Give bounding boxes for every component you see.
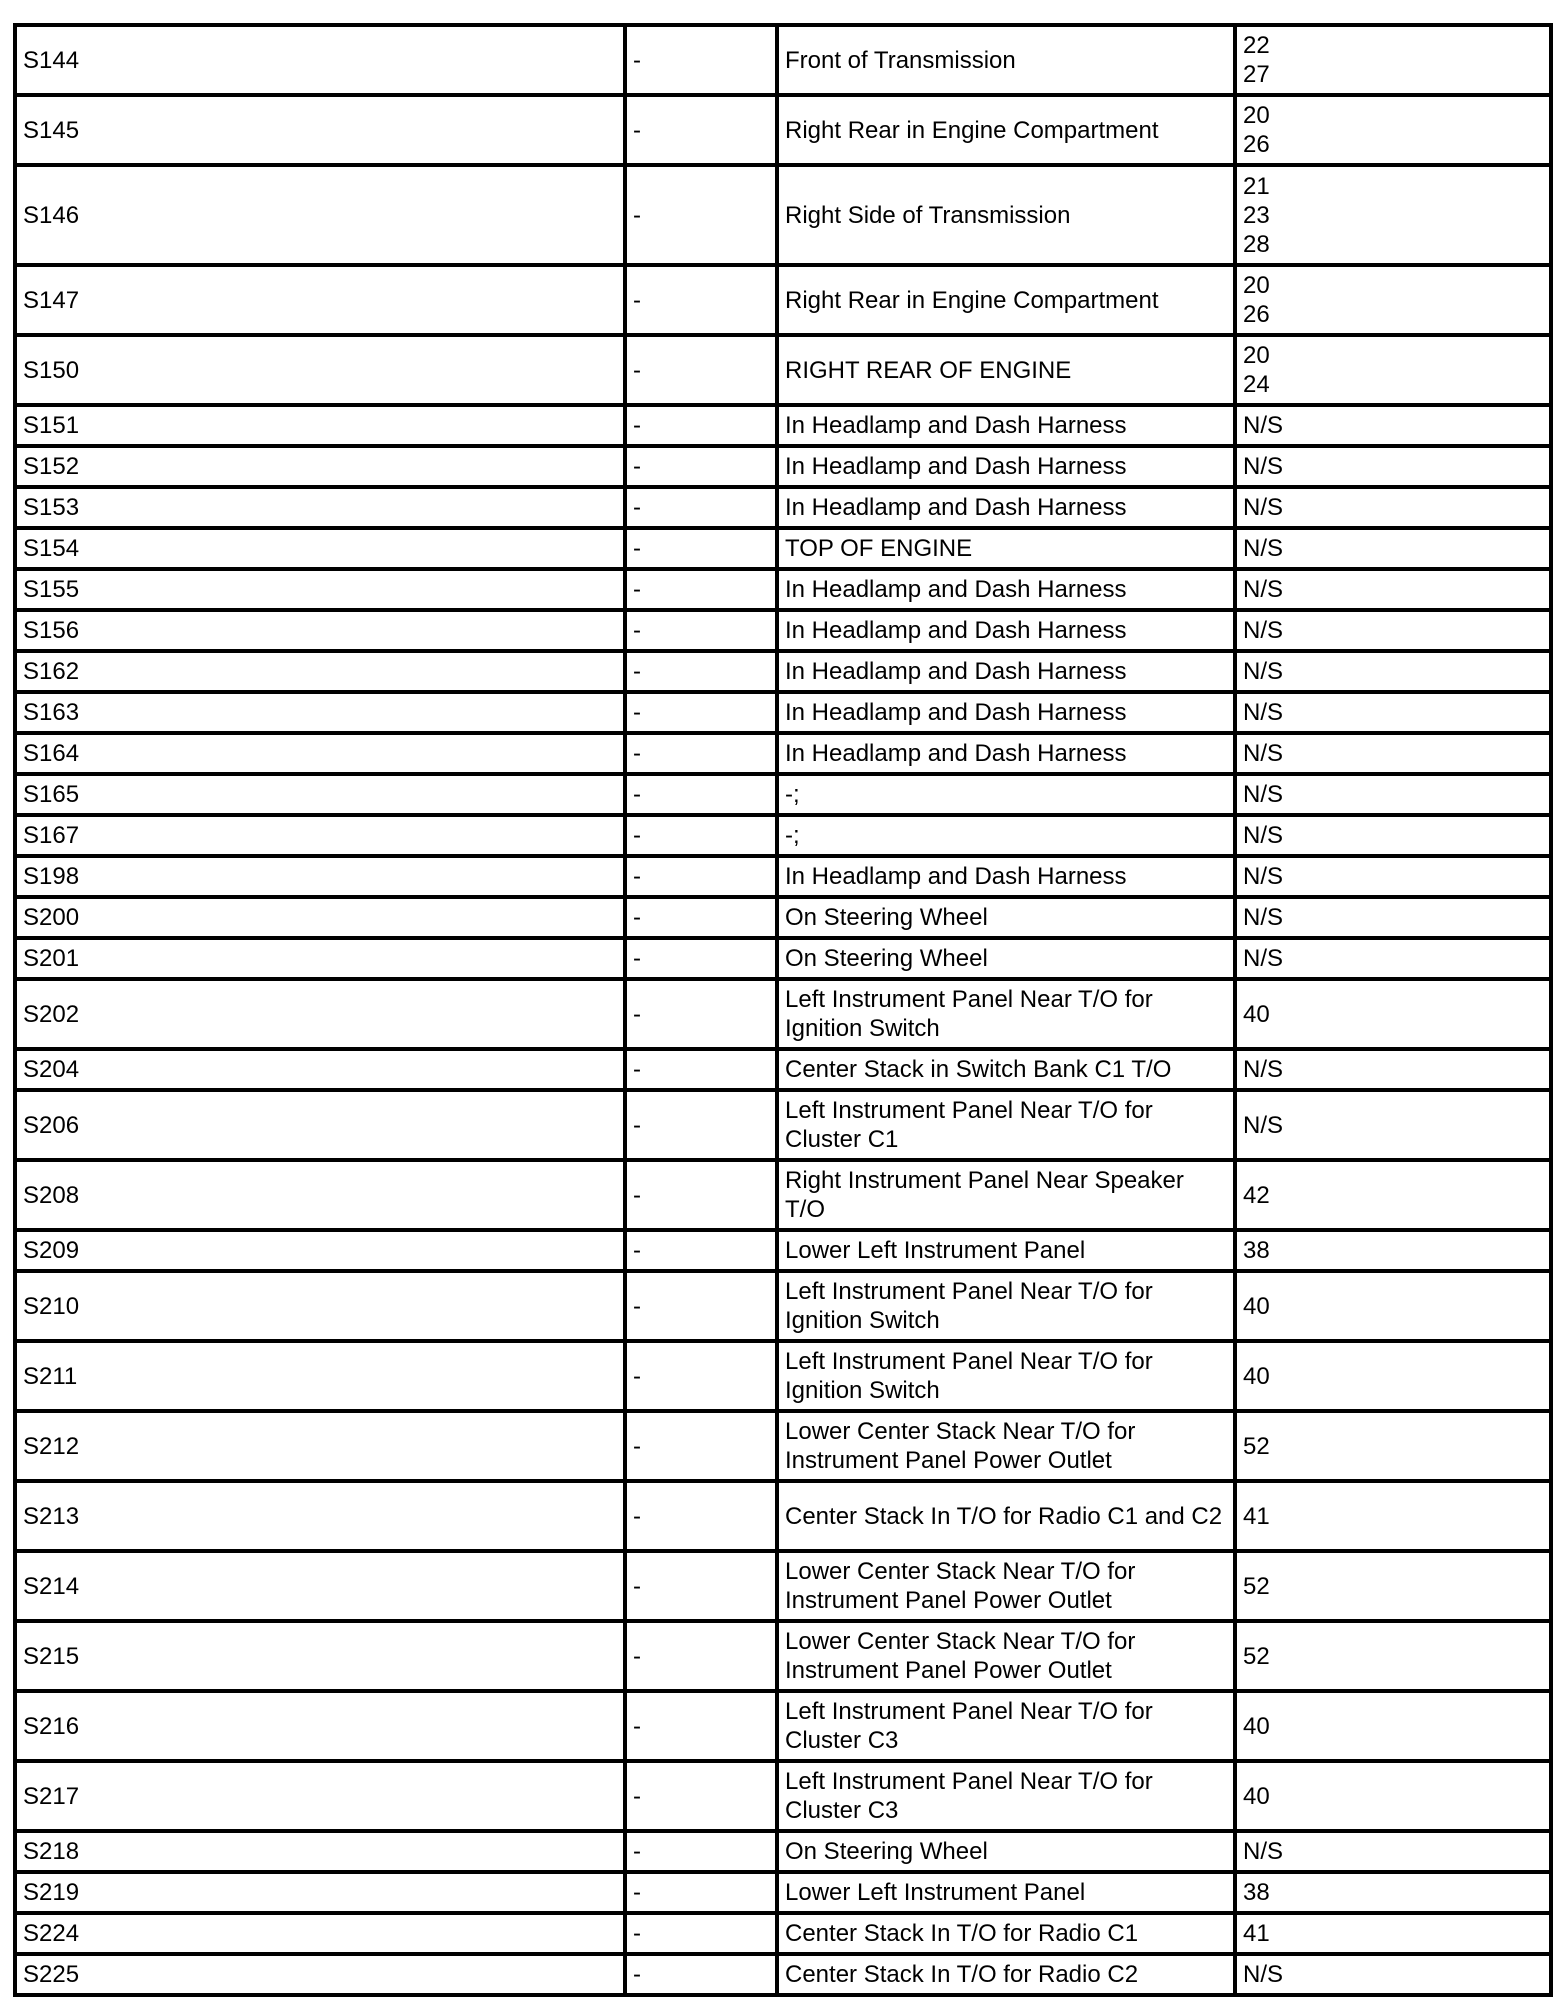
page-ref: N/S [1243, 494, 1284, 521]
page-ref: 23 [1243, 201, 1270, 229]
dash-cell: - [625, 979, 777, 1049]
location-cell: In Headlamp and Dash Harness [777, 405, 1235, 446]
dash-cell: - [625, 856, 777, 897]
dash-cell: - [625, 1872, 777, 1913]
location-cell: In Headlamp and Dash Harness [777, 446, 1235, 487]
page-ref: 52 [1243, 1642, 1270, 1670]
page-ref-cell [1235, 569, 1551, 610]
page-ref: 20 [1243, 102, 1270, 129]
page-ref-cell [1235, 405, 1551, 446]
splice-id-cell: S147 [15, 265, 625, 335]
page-ref: 26 [1243, 131, 1270, 158]
table-body [15, 25, 1551, 1995]
page-ref: 40 [1243, 1712, 1270, 1740]
table-row [15, 856, 1551, 897]
page-ref-cell [1235, 1872, 1551, 1913]
splice-id-cell: S219 [15, 1872, 625, 1913]
dash-cell: - [625, 815, 777, 856]
splice-id-cell: S152 [15, 446, 625, 487]
table-row [15, 1954, 1551, 1995]
dash-cell: - [625, 1831, 777, 1872]
location-cell: In Headlamp and Dash Harness [777, 856, 1235, 897]
splice-id-cell: S213 [15, 1481, 625, 1551]
page-ref: N/S [1243, 699, 1284, 726]
dash-cell: - [625, 938, 777, 979]
page-ref-cell [1235, 1271, 1551, 1341]
table-row [15, 569, 1551, 610]
page-ref: N/S [1243, 1111, 1284, 1139]
location-cell: Center Stack in Switch Bank C1 T/O [777, 1049, 1235, 1090]
page-ref-cell [1235, 1913, 1551, 1954]
splice-id-cell: S155 [15, 569, 625, 610]
location-cell: Lower Left Instrument Panel [777, 1230, 1235, 1271]
page-ref-cell [1235, 1551, 1551, 1621]
page-ref: N/S [1243, 535, 1284, 562]
page-ref-cell [1235, 1341, 1551, 1411]
splice-id-cell: S156 [15, 610, 625, 651]
splice-id-cell: S201 [15, 938, 625, 979]
page-ref: 22 [1243, 32, 1270, 59]
page-ref-cell [1235, 1049, 1551, 1090]
dash-cell: - [625, 265, 777, 335]
location-cell: Lower Center Stack Near T/O for Instrument Panel Power Outlet [777, 1411, 1235, 1481]
table-row [15, 335, 1551, 405]
page-ref: N/S [1243, 822, 1284, 849]
location-cell: Center Stack In T/O for Radio C1 and C2 [777, 1481, 1235, 1551]
page-ref: 52 [1243, 1432, 1270, 1460]
splice-id-cell: S146 [15, 165, 625, 265]
table-row [15, 165, 1551, 265]
table-row [15, 1271, 1551, 1341]
splice-id-cell: S211 [15, 1341, 625, 1411]
page-ref-cell [1235, 610, 1551, 651]
page-ref: N/S [1243, 781, 1284, 808]
location-cell: Front of Transmission [777, 25, 1235, 95]
table-row [15, 651, 1551, 692]
dash-cell: - [625, 774, 777, 815]
table-row [15, 815, 1551, 856]
dash-cell: - [625, 610, 777, 651]
page-ref: 26 [1243, 301, 1270, 328]
splice-id-cell: S162 [15, 651, 625, 692]
page-ref: 27 [1243, 61, 1270, 88]
table-row [15, 692, 1551, 733]
location-cell: In Headlamp and Dash Harness [777, 569, 1235, 610]
page-ref: N/S [1243, 1961, 1284, 1988]
page-ref: N/S [1243, 904, 1284, 931]
table-row [15, 897, 1551, 938]
page-ref-cell [1235, 1411, 1551, 1481]
page-ref-cell [1235, 165, 1551, 265]
dash-cell: - [625, 165, 777, 265]
page-ref: 41 [1243, 1920, 1270, 1947]
splice-id-cell: S212 [15, 1411, 625, 1481]
table-row [15, 733, 1551, 774]
page-ref: 38 [1243, 1237, 1270, 1264]
splice-id-cell: S202 [15, 979, 625, 1049]
page-ref: 20 [1243, 342, 1270, 369]
dash-cell: - [625, 1551, 777, 1621]
splice-id-cell: S209 [15, 1230, 625, 1271]
table-row [15, 487, 1551, 528]
table-row [15, 1761, 1551, 1831]
page-ref-cell [1235, 1761, 1551, 1831]
location-cell: Lower Center Stack Near T/O for Instrument Panel Power Outlet [777, 1551, 1235, 1621]
splice-id-cell: S206 [15, 1090, 625, 1160]
page-ref-cell [1235, 487, 1551, 528]
table-row [15, 405, 1551, 446]
table-row [15, 979, 1551, 1049]
table-row [15, 1341, 1551, 1411]
table-row [15, 1049, 1551, 1090]
page-ref: 40 [1243, 1362, 1270, 1390]
location-cell: TOP OF ENGINE [777, 528, 1235, 569]
dash-cell: - [625, 733, 777, 774]
location-cell: On Steering Wheel [777, 938, 1235, 979]
page-ref-cell [1235, 265, 1551, 335]
table-row [15, 528, 1551, 569]
page-ref: N/S [1243, 1838, 1284, 1865]
dash-cell: - [625, 528, 777, 569]
page-ref-cell [1235, 938, 1551, 979]
table-row [15, 1691, 1551, 1761]
page-ref: 52 [1243, 1572, 1270, 1600]
location-cell: On Steering Wheel [777, 897, 1235, 938]
location-cell: Left Instrument Panel Near T/O for Ignition Switch [777, 1271, 1235, 1341]
splice-id-cell: S163 [15, 692, 625, 733]
location-cell: In Headlamp and Dash Harness [777, 610, 1235, 651]
page-ref-cell [1235, 1954, 1551, 1995]
page-ref-cell [1235, 446, 1551, 487]
page-ref-cell [1235, 95, 1551, 165]
page-ref-cell [1235, 651, 1551, 692]
table-row [15, 25, 1551, 95]
splice-id-cell: S165 [15, 774, 625, 815]
splice-id-cell: S150 [15, 335, 625, 405]
table-row [15, 1621, 1551, 1691]
page-ref: 21 [1243, 172, 1270, 200]
dash-cell: - [625, 335, 777, 405]
page-ref: 40 [1243, 1000, 1270, 1028]
location-cell: Lower Left Instrument Panel [777, 1872, 1235, 1913]
table-row [15, 1090, 1551, 1160]
table-row [15, 265, 1551, 335]
table-row [15, 1230, 1551, 1271]
location-cell: Left Instrument Panel Near T/O for Ignition Switch [777, 1341, 1235, 1411]
page-ref-cell [1235, 1090, 1551, 1160]
table-row [15, 1481, 1551, 1551]
splice-id-cell: S210 [15, 1271, 625, 1341]
table-row [15, 1831, 1551, 1872]
page-ref-cell [1235, 335, 1551, 405]
page-ref-cell [1235, 1621, 1551, 1691]
dash-cell: - [625, 1341, 777, 1411]
location-cell: Left Instrument Panel Near T/O for Ignition Switch [777, 979, 1235, 1049]
dash-cell: - [625, 569, 777, 610]
dash-cell: - [625, 1271, 777, 1341]
splice-id-cell: S151 [15, 405, 625, 446]
page-ref: N/S [1243, 740, 1284, 767]
page-ref: N/S [1243, 617, 1284, 644]
splice-id-cell: S164 [15, 733, 625, 774]
splice-id-cell: S215 [15, 1621, 625, 1691]
table-row [15, 938, 1551, 979]
splice-id-cell: S145 [15, 95, 625, 165]
page-ref-cell [1235, 856, 1551, 897]
dash-cell: - [625, 897, 777, 938]
page-ref: N/S [1243, 576, 1284, 603]
page-ref-cell [1235, 1481, 1551, 1551]
splice-id-cell: S200 [15, 897, 625, 938]
dash-cell: - [625, 1913, 777, 1954]
dash-cell: - [625, 95, 777, 165]
page-ref: N/S [1243, 945, 1284, 972]
table-row [15, 610, 1551, 651]
page-ref: N/S [1243, 658, 1284, 685]
page-ref-cell [1235, 979, 1551, 1049]
dash-cell: - [625, 1411, 777, 1481]
location-cell: In Headlamp and Dash Harness [777, 692, 1235, 733]
page-ref-cell [1235, 774, 1551, 815]
splice-id-cell: S214 [15, 1551, 625, 1621]
table-row [15, 1913, 1551, 1954]
dash-cell: - [625, 1481, 777, 1551]
page-ref-cell [1235, 815, 1551, 856]
page-ref-cell [1235, 1160, 1551, 1230]
dash-cell: - [625, 25, 777, 95]
splice-id-cell: S208 [15, 1160, 625, 1230]
location-cell: Right Rear in Engine Compartment [777, 95, 1235, 165]
dash-cell: - [625, 1621, 777, 1691]
location-cell: Left Instrument Panel Near T/O for Cluster C3 [777, 1761, 1235, 1831]
table-row [15, 1160, 1551, 1230]
splice-id-cell: S225 [15, 1954, 625, 1995]
dash-cell: - [625, 1691, 777, 1761]
dash-cell: - [625, 1230, 777, 1271]
page-ref: N/S [1243, 412, 1284, 439]
page-ref: 40 [1243, 1782, 1270, 1810]
page-ref: 42 [1243, 1181, 1270, 1209]
splice-id-cell: S153 [15, 487, 625, 528]
location-cell: Left Instrument Panel Near T/O for Cluster C3 [777, 1691, 1235, 1761]
splice-id-cell: S224 [15, 1913, 625, 1954]
splice-id-cell: S204 [15, 1049, 625, 1090]
page-ref-cell [1235, 733, 1551, 774]
dash-cell: - [625, 651, 777, 692]
page-ref: N/S [1243, 1056, 1284, 1083]
splice-id-cell: S144 [15, 25, 625, 95]
page-ref: 38 [1243, 1879, 1270, 1906]
table-row [15, 774, 1551, 815]
splice-location-table [13, 23, 1553, 1997]
page-ref-cell [1235, 692, 1551, 733]
location-cell: Right Instrument Panel Near Speaker T/O [777, 1160, 1235, 1230]
dash-cell: - [625, 1160, 777, 1230]
page-ref-cell [1235, 1691, 1551, 1761]
page-ref: N/S [1243, 453, 1284, 480]
location-cell: -; [777, 774, 1235, 815]
splice-id-cell: S217 [15, 1761, 625, 1831]
splice-id-cell: S167 [15, 815, 625, 856]
splice-id-cell: S216 [15, 1691, 625, 1761]
location-cell: Lower Center Stack Near T/O for Instrument Panel Power Outlet [777, 1621, 1235, 1691]
table-row [15, 1411, 1551, 1481]
splice-id-cell: S218 [15, 1831, 625, 1872]
page-ref: 41 [1243, 1502, 1270, 1530]
page-ref-cell [1235, 897, 1551, 938]
page-ref-cell [1235, 528, 1551, 569]
page-ref: 20 [1243, 272, 1270, 299]
table-row [15, 1551, 1551, 1621]
dash-cell: - [625, 1090, 777, 1160]
splice-id-cell: S198 [15, 856, 625, 897]
page-ref-cell [1235, 25, 1551, 95]
dash-cell: - [625, 1761, 777, 1831]
table-row [15, 95, 1551, 165]
page-ref: 28 [1243, 230, 1270, 258]
location-cell: Center Stack In T/O for Radio C2 [777, 1954, 1235, 1995]
dash-cell: - [625, 1954, 777, 1995]
page-ref: 24 [1243, 371, 1270, 398]
splice-id-cell: S154 [15, 528, 625, 569]
dash-cell: - [625, 405, 777, 446]
page-ref: N/S [1243, 863, 1284, 890]
page-ref-cell [1235, 1230, 1551, 1271]
location-cell: Left Instrument Panel Near T/O for Cluster C1 [777, 1090, 1235, 1160]
page-ref: 40 [1243, 1292, 1270, 1320]
table-row [15, 446, 1551, 487]
dash-cell: - [625, 446, 777, 487]
page-ref-cell [1235, 1831, 1551, 1872]
location-cell: Right Rear in Engine Compartment [777, 265, 1235, 335]
location-cell: -; [777, 815, 1235, 856]
dash-cell: - [625, 1049, 777, 1090]
location-cell: Right Side of Transmission [777, 165, 1235, 265]
dash-cell: - [625, 487, 777, 528]
location-cell: In Headlamp and Dash Harness [777, 487, 1235, 528]
location-cell: In Headlamp and Dash Harness [777, 733, 1235, 774]
location-cell: In Headlamp and Dash Harness [777, 651, 1235, 692]
table-row [15, 1872, 1551, 1913]
location-cell: On Steering Wheel [777, 1831, 1235, 1872]
location-cell: RIGHT REAR OF ENGINE [777, 335, 1235, 405]
location-cell: Center Stack In T/O for Radio C1 [777, 1913, 1235, 1954]
dash-cell: - [625, 692, 777, 733]
